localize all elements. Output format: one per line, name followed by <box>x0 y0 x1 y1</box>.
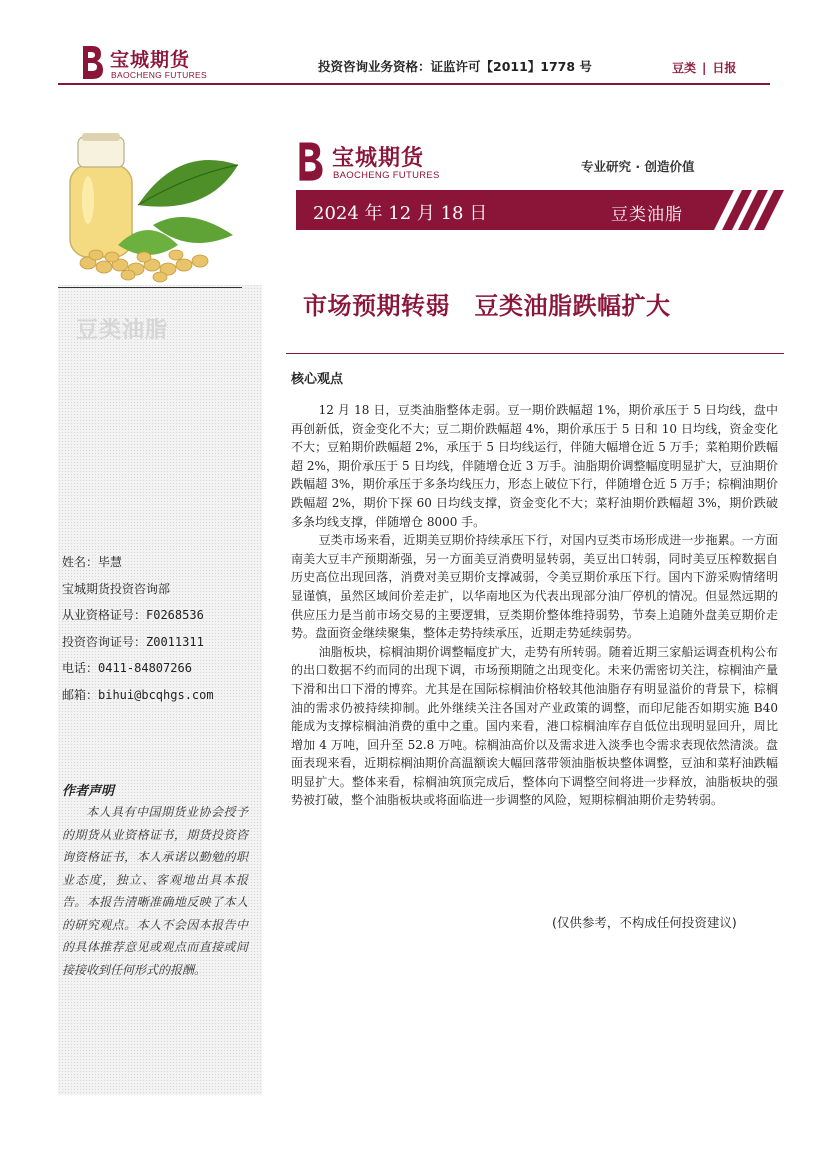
brand-name-cn: 宝城期货 <box>332 146 425 171</box>
report-tag <box>672 59 736 76</box>
paragraph-oils-market: 油脂板块，棕榈油期价调整幅度扩大，走势有所转弱。随着近期三家船运调查机构公布的出口数据不约而同的出现下调，市场预期随之出现变化。未来仍需密切关注，棕榈油产量下滑和出口下滑的博弈。尤其是在国际棕榈油价格较其他油脂存有明显溢价的背景下，棕榈油的需求仍被持续抑制。此外继续关注各国对产业政策的调整，而印尼能否如期实施 B40 能成为支撑棕榈油消费的重中之重。国内来看，港口棕榈油库存自低位出现明显回升，周比增加 4 万吨，回升至 52.8 万吨。棕榈油高价以及需求进入淡季也令需求表现依然清淡。盘面表现来看，近期棕榈油期价高温额诶大幅回落带领油脂板块整体调整，豆油和菜籽油跌幅明显扩大。整体来看，棕榈油筑顶完成后，整体向下调整空间将进一步释放，油脂板块的强势被打破，整个油脂板块或将面临进一步调整的风险，短期棕榈油期价走势转弱。 <box>291 644 778 808</box>
report-logo <box>296 140 446 184</box>
report-tag-type: 日报 <box>712 61 737 75</box>
soybean-oil-illustration-icon <box>58 95 262 285</box>
author-name: 姓名：毕慧 <box>62 555 123 569</box>
disclaimer-title: 作者声明 <box>62 784 115 799</box>
sidebar-category: 豆类油脂 <box>76 318 169 343</box>
author-email: 邮箱：bihui@bcqhgs.com <box>62 687 214 702</box>
report-date: 2024 年 12 月 18 日 <box>313 203 488 224</box>
report-tag-category: 豆类 <box>672 61 697 75</box>
license-text: 投资咨询业务资格：证监许可【2011】1778 号 <box>318 59 592 74</box>
banner-category: 豆类油脂 <box>611 205 683 225</box>
baocheng-logo-mark-icon <box>80 44 106 80</box>
paragraph-soybean-market: 豆类市场来看，近期美豆期价持续承压下行，对国内豆类市场形成进一步拖累。一方面南美大豆丰产预期渐强，另一方面美豆消费明显转弱，美豆出口转弱，同时美豆压榨数据自历史高位出现回落，消费对美豆期价支撑减弱，令美豆期价承压下行。国内下游采购情绪明显谨慎，虽然区域间价差走扩，以华南地区为代表出现部分油厂停机的情况。但显然远期的供应压力是当前市场交易的主要逻辑，豆类期价整体维持弱势，节奏上追随外盘美豆期价走势。盘面资金继续聚集，整体走势持续承压，近期走势延续弱势。 <box>291 533 778 641</box>
report-body <box>291 401 778 810</box>
headline: 市场预期转弱 豆类油脂跌幅扩大 <box>303 292 671 320</box>
slogan: 专业研究 · 创造价值 <box>581 159 695 174</box>
headline-divider <box>286 353 784 354</box>
baocheng-logo-mark-icon <box>296 140 326 182</box>
author-department: 宝城期货投资咨询部 <box>62 581 171 596</box>
disclaimer-text: 本人具有中国期货业协会授予的期货从业资格证书，期货投资咨询资格证书，本人承诺以勤勉的职业态度，独立、客观地出具本报告。本报告清晰准确地反映了本人的研究观点。本人不会因本报告中的具体推荐意见或观点而直接或间接接收到任何形式的报酬。 <box>62 805 248 977</box>
header-divider <box>58 83 770 85</box>
author-qualification-number: 从业资格证号：F0268536 <box>62 608 204 622</box>
product-image <box>58 95 262 285</box>
image-divider <box>58 287 242 288</box>
section-title: 核心观点 <box>291 372 344 387</box>
author-consulting-number: 投资咨询证号：Z0011311 <box>62 634 204 649</box>
paragraph-market-summary: 12 月 18 日，豆类油脂整体走弱。豆一期价跌幅超 1%，期价承压于 5 日均线，盘中再创新低，资金变化不大；豆二期价跌幅超 4%，期价承压于 5 日和 10 日均线，资金变化不大；豆粕期价跌幅超 2%，承压于 5 日均线运行，伴随大幅增仓近 5 万手；菜粕期价跌幅超 2%，期价承压于 5 日均线，伴随增仓近 3 万手。油脂期价调整幅度明显扩大，豆油期价跌幅超 3%，期价承压于多条均线压力，形态上破位下行，伴随增仓近 5 万手；棕榈油期价跌幅超 2%，期价下探 60 日均线支撑，资金变化不大；菜籽油期价跌幅超 3%，期价跌破多条均线支撑，伴随增仓 8000 手。 <box>291 403 778 529</box>
brand-name-cn: 宝城期货 <box>110 49 191 71</box>
author-info <box>62 553 252 712</box>
header-logo <box>80 44 210 82</box>
brand-name-en: BAOCHENG FUTURES <box>333 170 440 181</box>
brand-name-en: BAOCHENG FUTURES <box>111 70 207 80</box>
disclaimer-note: (仅供参考，不构成任何投资建议) <box>552 915 737 930</box>
author-phone: 电话：0411-84807266 <box>62 661 192 675</box>
report-tag-separator: | <box>702 61 707 75</box>
